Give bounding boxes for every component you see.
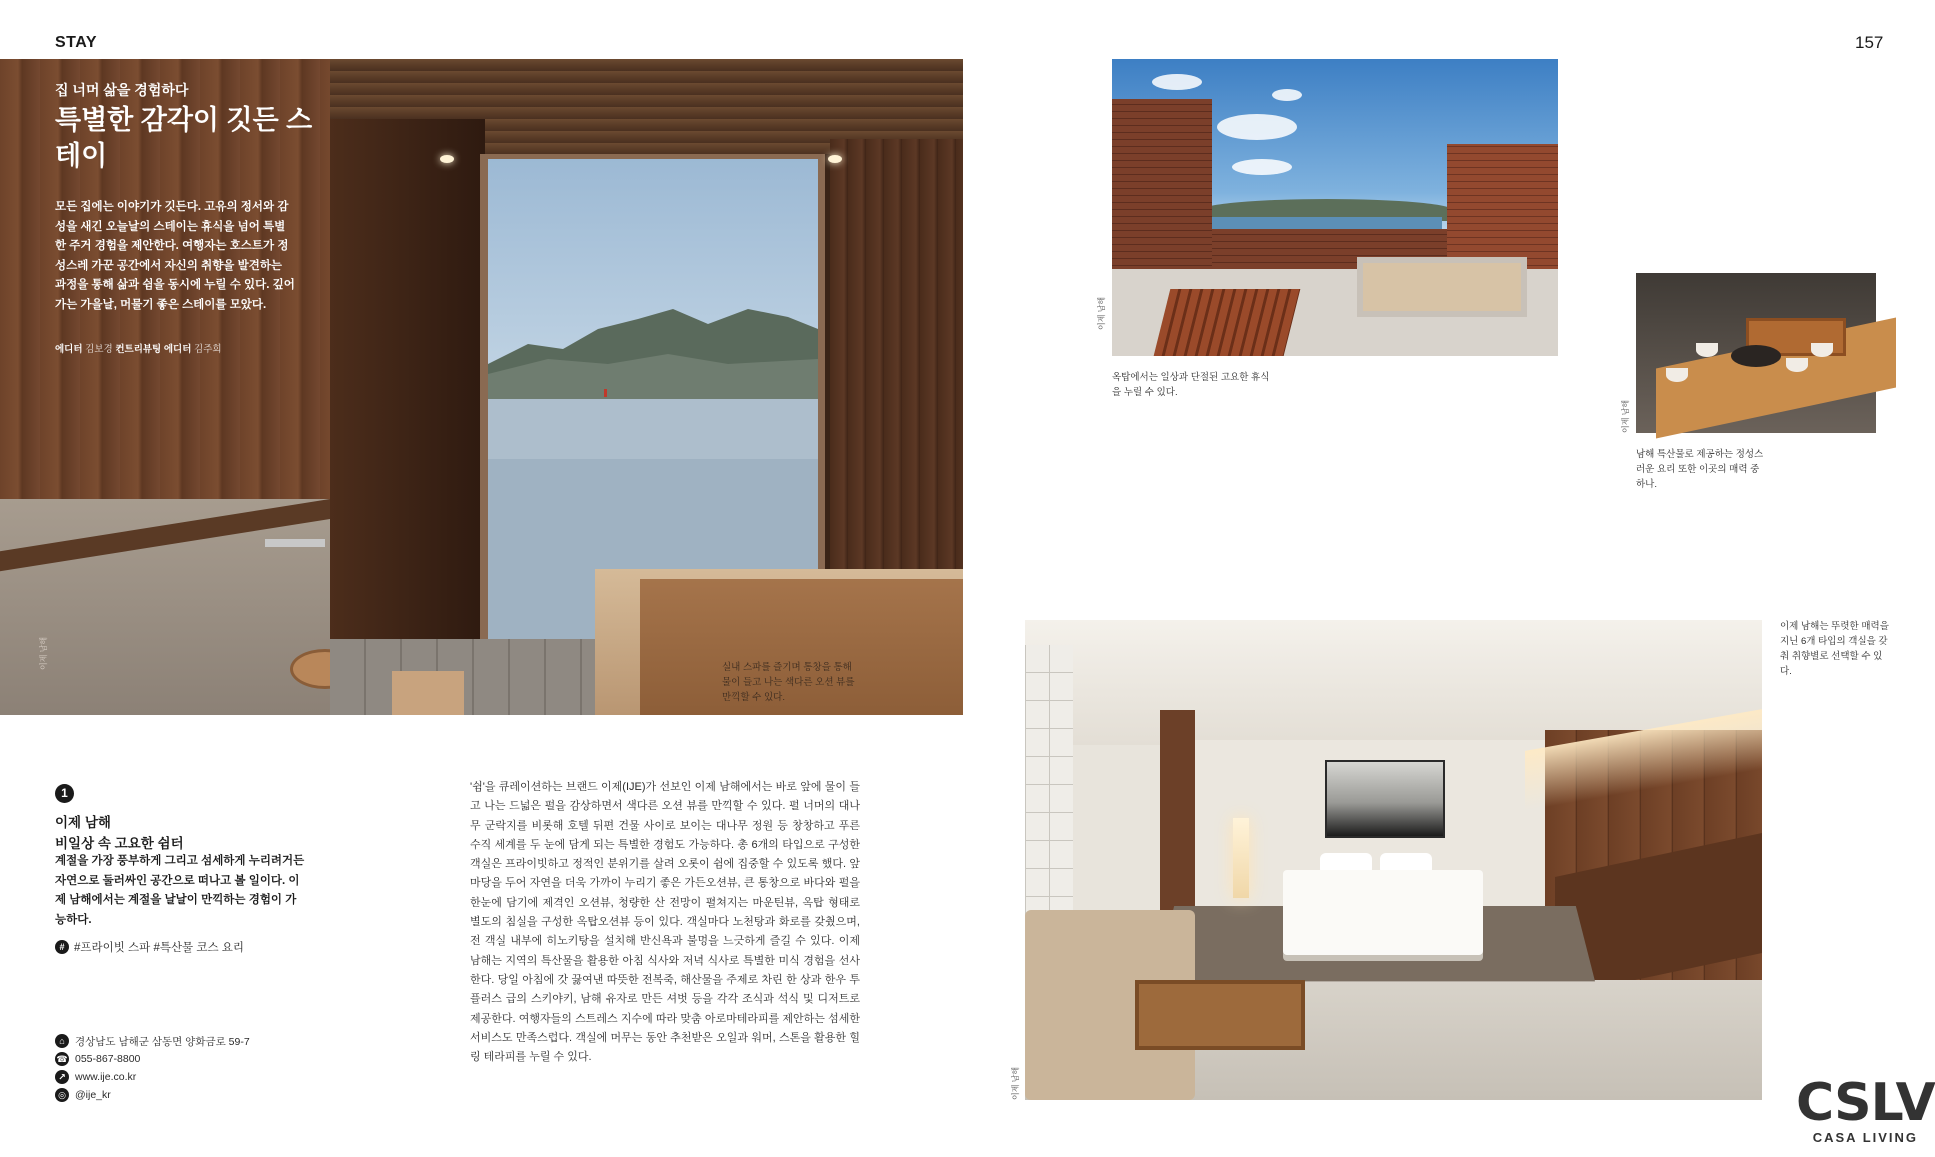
cloud <box>1152 74 1202 90</box>
hero-headline: 특별한 감각이 깃든 스테이 <box>55 105 313 171</box>
hero-caption: 실내 스파를 즐기며 통창을 통해 물이 들고 나는 색다른 오션 뷰를 만끽할 수 있다. <box>722 662 855 703</box>
ceiling-light <box>440 155 454 163</box>
contact-info <box>55 1032 315 1104</box>
globe-icon: ↗ <box>55 1070 69 1084</box>
feature-subtitle: 비일상 속 고요한 쉼터 <box>55 836 184 851</box>
food-photo <box>1636 273 1876 433</box>
rooftop-photo <box>1112 59 1558 356</box>
coffee-table <box>1135 980 1305 1050</box>
instagram-icon: ◎ <box>55 1088 69 1102</box>
faucet <box>265 539 325 547</box>
bedroom-caption: 이제 남해는 뚜렷한 매력을 지닌 6개 타입의 객실을 갖춰 취향별로 선택할 수 있다. <box>1780 621 1889 677</box>
bowl <box>1786 358 1808 372</box>
website-row <box>55 1068 315 1086</box>
hero-window-view <box>488 159 818 639</box>
article-body: '쉼'을 큐레이션하는 브랜드 이제(IJE)가 선보인 이제 남해에서는 바로 앞에 물이 들고 나는 드넓은 펄을 감상하면서 색다른 오션 뷰를 만끽할 수 있다. 펄 너머의 대나무 군락지를 비롯해 호텔 뒤편 건물 사이로 보이는 대나무 정원 등 창창하고 푸른 수직 세계를 두 눈에 담게 되는 특별한 경험도 가능하다. 총 6개의 타입으로 구성한 객실은 프라이빗하고 정적인 분위기를 살려 오롯이 쉼에 집중할 수 있도록 했다. 앞마당을 두어 자연을 더욱 가까이 누리기 좋은 가든오션뷰, 큰 통창으로 바다와 펄을 한눈에 담기에 제격인 오션뷰, 청량한 산 전망이 펼쳐지는 마운틴뷰, 옥탑 형태로 별도의 침실을 구성한 옥탑오션뷰 등이 있다. 객실마다 노천탕과 화로를 갖췄으며, 전 객실 내부에 히노키탕을 설치해 반신욕과 불멍을 느긋하게 즐길 수 있다. 이제 남해는 지역의 특산물을 활용한 아침 식사와 저녁 식사로 특별한 미식 경험을 선사한다. 당일 아침에 갓 끓여낸 따뜻한 전복죽, 해산물을 주제로 차린 한 상과 한우 투 플러스 급의 스키야키, 남해 유자로 만든 셔벗 등을 각각 조식과 석식 및 디저트로 제공한다. 여행자들의 스트레스 지수에 따라 맞춤 아로마테라피를 제안하는 섬세한 서비스도 만족스럽다. 객실에 머무는 동안 추천받은 오일과 워머, 스톤을 활용한 힐링 테라피를 누릴 수 있다. <box>470 781 860 1064</box>
phone-row <box>55 1050 315 1068</box>
hero-wood-wall-right <box>830 139 963 579</box>
feature-number-badge: 1 <box>55 784 74 803</box>
wood-deck <box>1154 289 1301 356</box>
hashtags <box>55 939 244 955</box>
section-label: STAY <box>55 34 98 51</box>
home-icon: ⌂ <box>55 1034 69 1048</box>
contributor-role: 컨트리뷰팅 에디터 <box>115 344 192 355</box>
wall-artwork <box>1325 760 1445 838</box>
hero-intro: 모든 집에는 이야기가 깃든다. 고유의 정서와 감성을 새긴 오늘날의 스테이는 휴식을 넘어 특별한 주거 경험을 제안한다. 여행자는 호스트가 정성스레 가꾼 공간에서 자신의 취향을 발견하는 과정을 통해 삶과 쉼을 동시에 누릴 수 있다. 깊어가는 가을날, 머물기 좋은 스테이를 모았다. <box>55 201 295 311</box>
food-photo-credit: 이제 남해 <box>1621 399 1630 433</box>
lake-mountain-view <box>488 159 818 639</box>
editor-role: 에디터 <box>55 344 83 355</box>
wooden-stool <box>392 671 464 715</box>
ceiling-light <box>828 155 842 163</box>
rooftop-caption: 옥탑에서는 일상과 단절된 고요한 휴식을 누릴 수 있다. <box>1112 372 1270 398</box>
instagram-handle[interactable]: @ije_kr <box>75 1089 111 1101</box>
hero-kicker: 집 너머 삶을 경험하다 <box>55 82 189 98</box>
bowl <box>1811 343 1833 357</box>
hero-wall-shadow <box>330 119 485 659</box>
bed <box>1283 870 1483 955</box>
black-pot <box>1731 345 1781 367</box>
bedroom-photo-credit: 이제 남해 <box>1011 1066 1020 1100</box>
food-caption: 남해 특산물로 제공하는 정성스러운 요리 또한 이곳의 매력 중 하나. <box>1636 449 1764 490</box>
address-row <box>55 1032 315 1050</box>
floor-lamp <box>1233 818 1249 898</box>
bowl <box>1666 368 1688 382</box>
address-text: 경상남도 남해군 삼동면 양화금로 59-7 <box>75 1035 250 1048</box>
cslv-logo <box>1796 1073 1935 1145</box>
bedroom-photo <box>1025 620 1762 1100</box>
phone-text: 055-867-8800 <box>75 1053 141 1065</box>
hero-credits <box>55 341 222 355</box>
bowl <box>1696 343 1718 357</box>
feature-summary: 계절을 가장 풍부하게 그리고 섬세하게 누리려거든 자연으로 둘러싸인 공간으로 떠나고 볼 일이다. 이제 남해에서는 계절을 날날이 만끽하는 경험이 가능하다. <box>55 855 305 926</box>
editor-name: 김보경 <box>85 344 113 355</box>
hero-photo-credit: 이제 남해 <box>39 636 48 670</box>
glass-block-wall <box>1025 645 1073 955</box>
rooftop-photo-credit: 이제 남해 <box>1097 296 1106 330</box>
roof-tub <box>1357 257 1527 317</box>
bedroom-ceiling <box>1025 620 1762 745</box>
logo-main: CSLV <box>1796 1073 1935 1133</box>
instagram-row <box>55 1086 315 1104</box>
cloud <box>1272 89 1302 101</box>
website-link[interactable]: www.ije.co.kr <box>75 1071 137 1083</box>
page-number: 157 <box>1855 33 1884 52</box>
place-name: 이제 남해 <box>55 815 111 830</box>
contributor-name: 김주희 <box>194 344 222 355</box>
hashtag-text: #프라이빗 스파 #특산물 코스 요리 <box>74 942 244 954</box>
tile-floor <box>330 639 600 715</box>
logo-sub: CASA LIVING <box>1812 1130 1919 1145</box>
phone-icon: ☎ <box>56 1054 68 1064</box>
cloud <box>1217 114 1297 140</box>
cloud <box>1232 159 1292 175</box>
hashtag-icon: # <box>55 940 69 954</box>
